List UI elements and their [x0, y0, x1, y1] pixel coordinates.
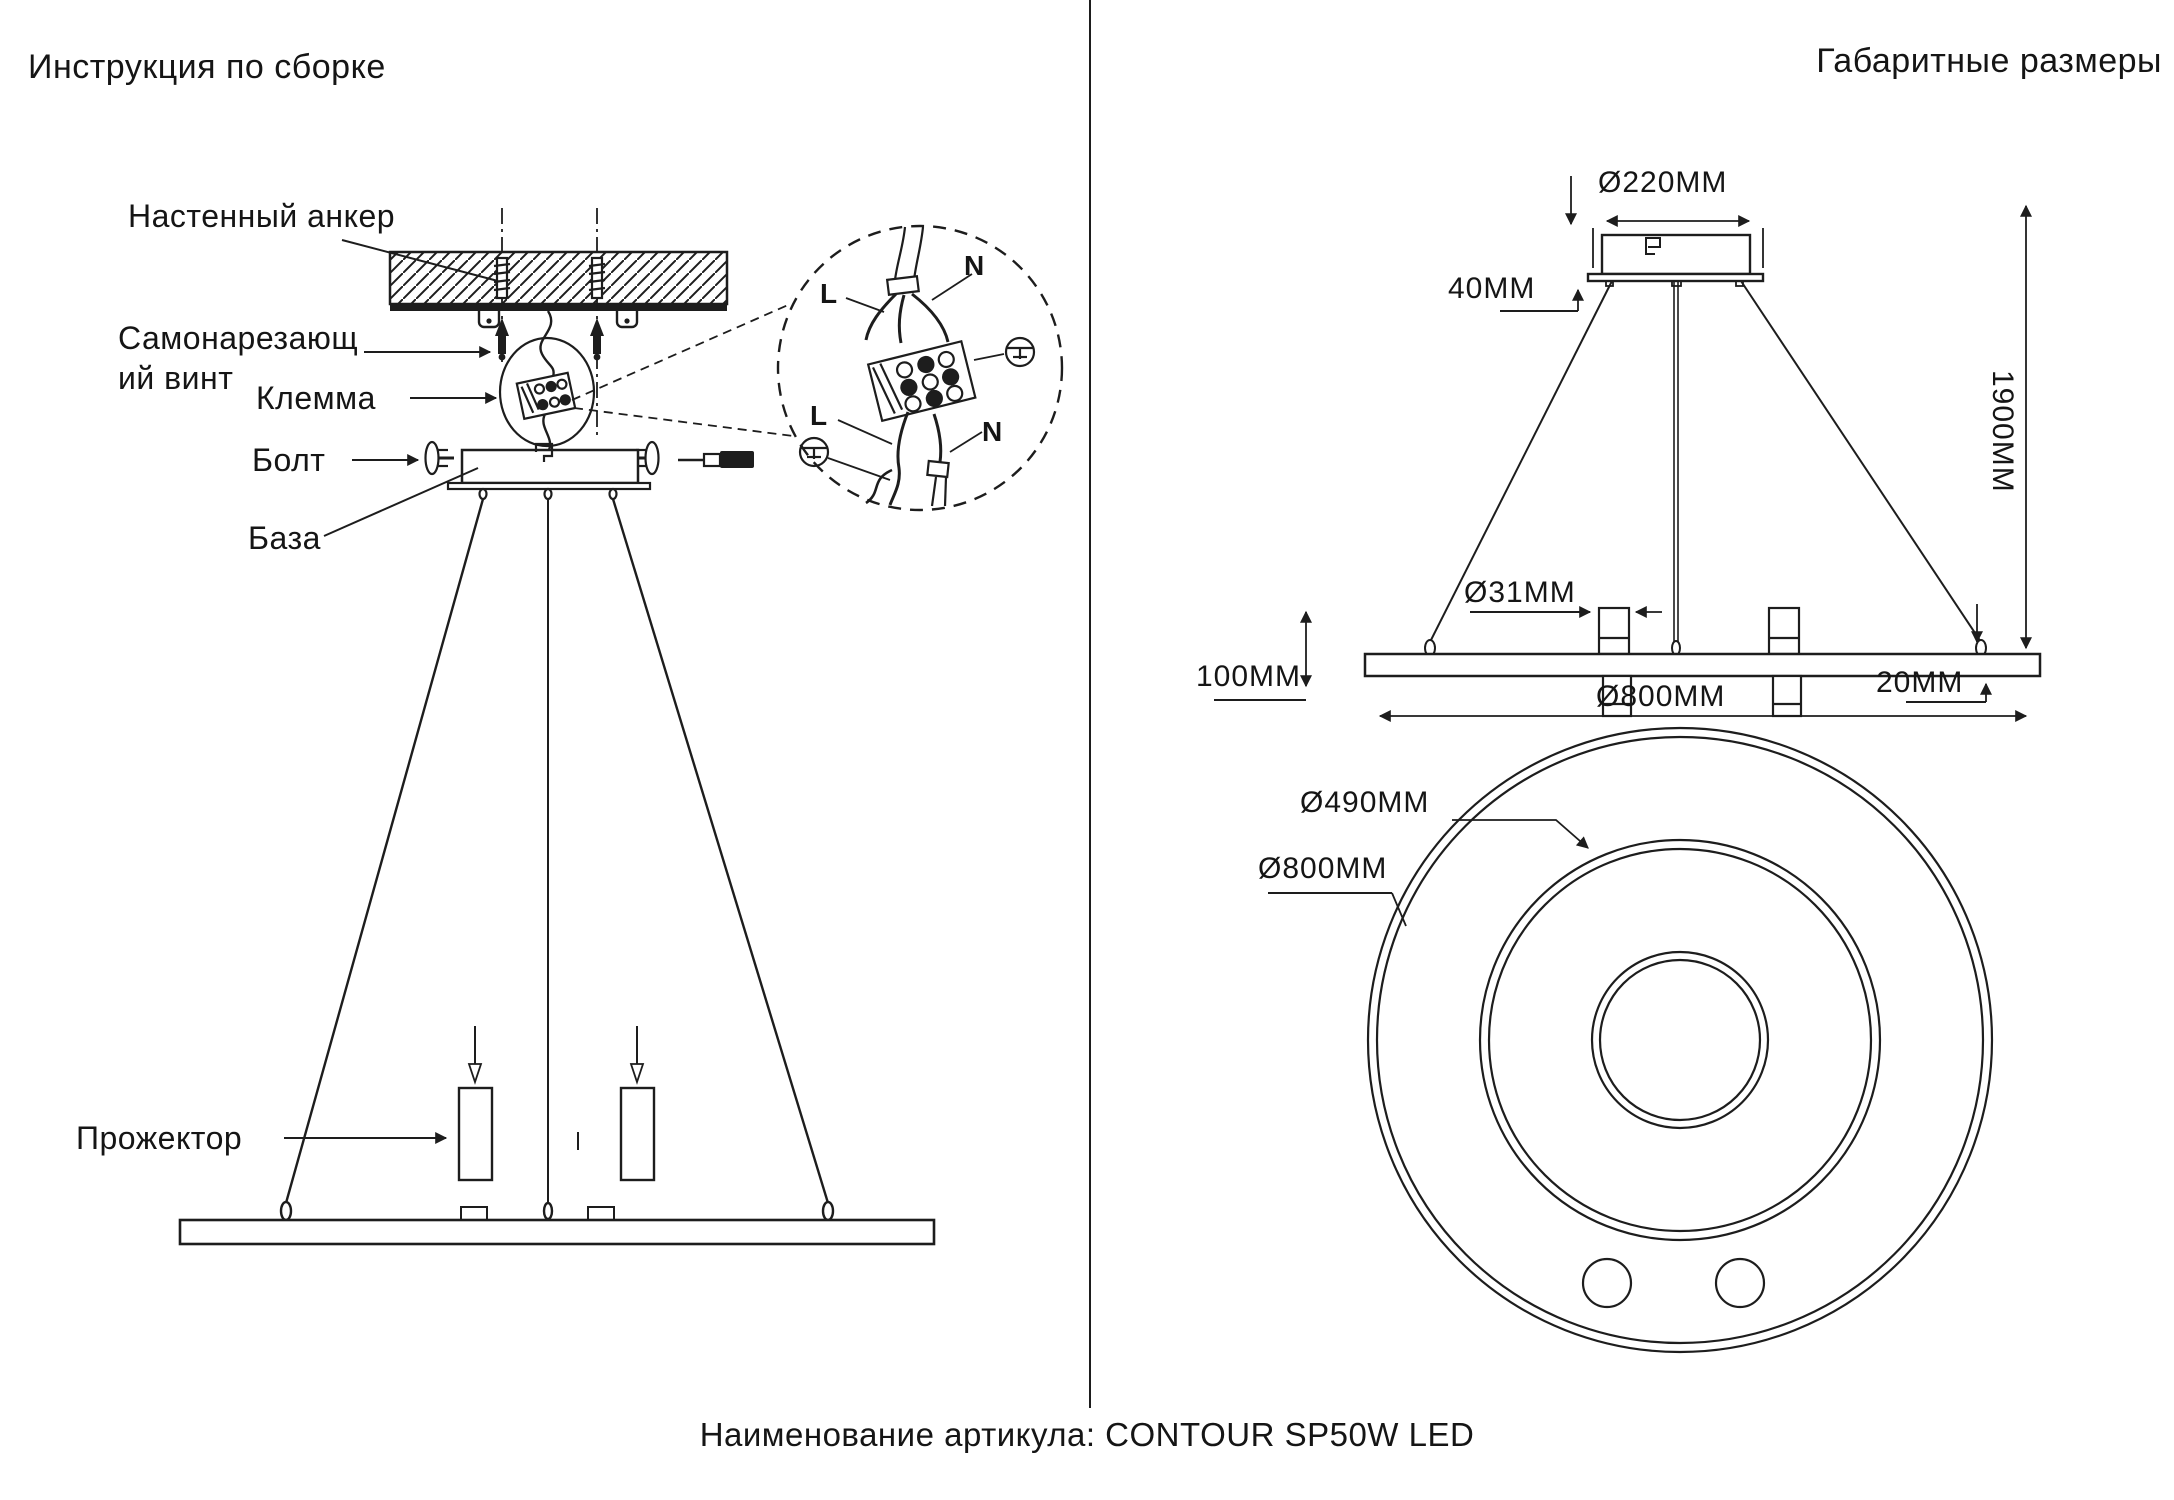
label-leaders [284, 240, 498, 1138]
label-self-tapping-screw-line1: Самонарезающ [118, 320, 359, 356]
dimensions-diagram [1214, 176, 2040, 1352]
spot-hole-right [1716, 1259, 1764, 1307]
dim-canopy-diameter: Ø220MM [1598, 166, 1728, 199]
label-spotlight: Прожектор [76, 1120, 243, 1156]
label-self-tapping-screw-line2: ий винт [118, 360, 234, 396]
wire-label-live-bottom: L [810, 400, 828, 431]
wiring-detail-circle [778, 226, 1062, 510]
label-base: База [248, 520, 321, 556]
dim-490-leader [1452, 820, 1588, 848]
dim-inner-ring-diameter: Ø490MM [1300, 786, 1430, 819]
wire-label-neutral-bottom: N [982, 416, 1003, 447]
dim-ring-diameter-side: Ø800MM [1596, 680, 1726, 713]
dim-ring-thickness: 20MM [1876, 666, 1964, 699]
screwdriver-icon [678, 451, 754, 468]
label-wall-anchor: Настенный анкер [128, 198, 396, 234]
left-panel-title: Инструкция по сборке [28, 48, 386, 86]
article-caption: Наименование артикула: CONTOUR SP50W LED [699, 1416, 1475, 1453]
dim-spot-protrusion: 100MM [1196, 660, 1302, 693]
dim-canopy-height: 40MM [1448, 272, 1536, 305]
self-tapping-screws [495, 318, 604, 360]
suspension-cables [281, 499, 833, 1236]
ceiling-section [390, 252, 727, 327]
ring-side-view [180, 1220, 934, 1244]
mains-wire [540, 311, 553, 377]
wire-label-live-top: L [820, 278, 838, 309]
label-terminal: Клемма [256, 380, 376, 416]
spotlight-modules [459, 1026, 654, 1220]
right-panel-title: Габаритные размеры [1816, 42, 2162, 80]
earth-symbol-right [1006, 338, 1034, 366]
dim-spot-diameter: Ø31MM [1464, 576, 1576, 609]
label-bolt: Болт [252, 442, 326, 478]
wire-label-neutral-top: N [964, 250, 985, 281]
bolt-left [426, 442, 455, 474]
dim-suspension-height: 1900MM [1986, 370, 2019, 493]
dim-800-bottom-leader [1268, 893, 1406, 926]
spot-hole-left [1583, 1259, 1631, 1307]
ring-bottom-view [1368, 728, 1992, 1352]
assembly-diagram [180, 208, 1062, 1244]
dim-canopy [1588, 235, 1763, 286]
dim-outer-ring-diameter: Ø800MM [1258, 852, 1388, 885]
base-canopy [448, 444, 650, 499]
terminal-assembly [500, 338, 594, 452]
